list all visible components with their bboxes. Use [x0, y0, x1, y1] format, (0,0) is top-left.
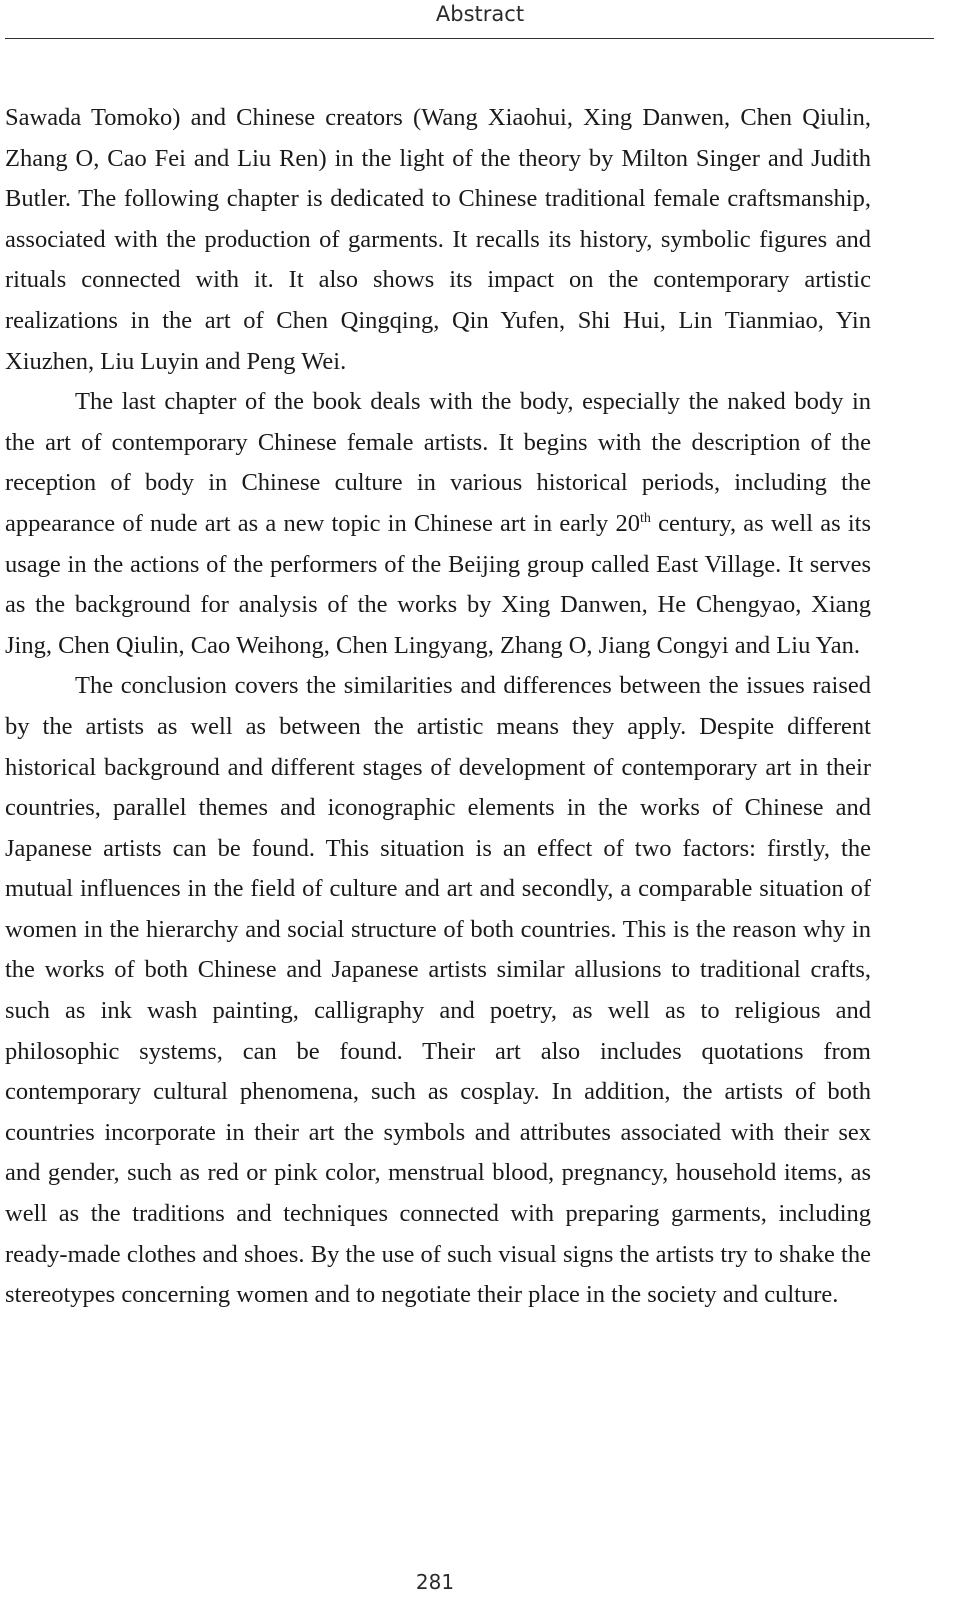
paragraph-2-text-a: The last chapter of the book deals with the body, especially the naked body in the art of contemporary Chinese female artists. It begins with the description of the reception of body in Chinese culture in various historical periods, including the appearance of nude art as a new topic in Chinese art in early 20 [5, 388, 871, 537]
paragraph-3: The conclusion covers the similarities and differences between the issues raised by the artists as well as between the artistic means they apply. Despite different historical background and different stages of development of contemporary art in their countries, parallel themes and iconographic elements in the works of Chinese and Japanese artists can be found. This situation is an effect of two factors: firstly, the mutual influences in the field of culture and art and secondly, a comparable situation of women in the hierarchy and social structure of both countries. This is the reason why in the works of both Chinese and Japanese artists similar allusions to traditional crafts, such as ink wash painting, calligraphy and poetry, as well as to religious and philosophic systems, can be found. Their art also includes quotations from contemporary cultural phenomena, such as cosplay. In addition, the artists of both countries incorporate in their art the symbols and attributes associated with their sex and gender, such as red or pink color, menstrual blood, pregnancy, household items, as well as the traditions and techniques connected with preparing garments, including ready-made clothes and shoes. By the use of such visual signs the artists try to shake the stereotypes concerning women and to negotiate their place in the society and culture. [5, 672, 871, 1309]
abstract-body [5, 98, 871, 1316]
running-head: Abstract [435, 2, 525, 26]
ordinal-superscript: th [639, 510, 651, 526]
page-number: 281 [415, 1570, 455, 1594]
header-rule [5, 38, 934, 39]
paragraph-1: Sawada Tomoko) and Chinese creators (Wang Xiaohui, Xing Danwen, Chen Qiulin, Zhang O, Cao Fei and Liu Ren) in the light of the theory by Milton Singer and Judith Butler. The following chapter is dedicated to Chinese traditional female craftsmanship, associated with the production of garments. It recalls its history, symbolic figures and rituals connected with it. It also shows its impact on the contemporary artistic realizations in the art of Chen Qingqing, Qin Yufen, Shi Hui, Lin Tianmiao, Yin Xiuzhen, Liu Luyin and Peng Wei. [5, 104, 871, 375]
paragraph-2-text-b: century, as well as its usage in the actions of the performers of the Beijing group called East Village. It serves as the background for analysis of the works by Xing Danwen, He Chengyao, Xiang Jing, Chen Qiulin, Cao Weihong, Chen Lingyang, Zhang O, Jiang Congyi and Liu Yan. [5, 509, 871, 659]
paragraph-2 [5, 382, 871, 666]
